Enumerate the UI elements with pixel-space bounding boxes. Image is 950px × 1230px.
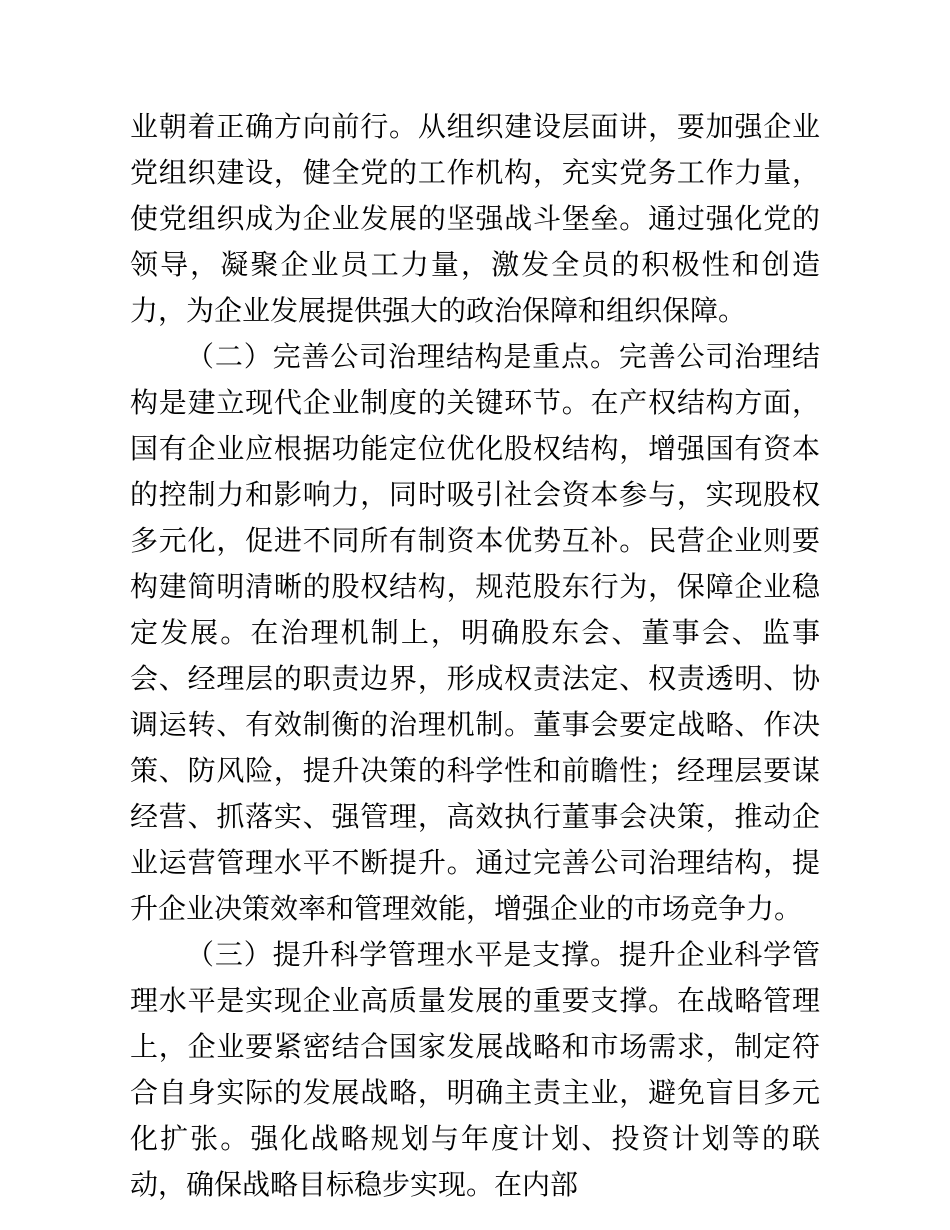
paragraph-section-three: （三）提升科学管理水平是支撑。提升企业科学管理水平是实现企业高质量发展的重要支撑。在战略管理上，企业要紧密结合国家发展战略和市场需求，制定符合自身实际的发展战略，明确主责主业，避免盲目多元化扩张。强化战略规划与年度计划、投资计划等的联动，确保战略目标稳步实现。在内部 xyxy=(130,939,820,1200)
paragraph-continuation: 业朝着正确方向前行。从组织建设层面讲，要加强企业党组织建设，健全党的工作机构，充实党务工作力量，使党组织成为企业发展的坚强战斗堡垒。通过强化党的领导，凝聚企业员工力量，激发全员的积极性和创造力，为企业发展提供强大的政治保障和组织保障。 xyxy=(130,111,820,326)
document-text-block xyxy=(130,104,820,1208)
paragraph-section-two: （二）完善公司治理结构是重点。完善公司治理结构是建立现代企业制度的关键环节。在产权结构方面，国有企业应根据功能定位优化股权结构，增强国有资本的控制力和影响力，同时吸引社会资本参与，实现股权多元化，促进不同所有制资本优势互补。民营企业则要构建简明清晰的股权结构，规范股东行为，保障企业稳定发展。在治理机制上，明确股东会、董事会、监事会、经理层的职责边界，形成权责法定、权责透明、协调运转、有效制衡的治理机制。董事会要定战略、作决策、防风险，提升决策的科学性和前瞻性；经理层要谋经营、抓落实、强管理，高效执行董事会决策，推动企业运营管理水平不断提升。通过完善公司治理结构，提升企业决策效率和管理效能，增强企业的市场竞争力。 xyxy=(130,341,820,924)
